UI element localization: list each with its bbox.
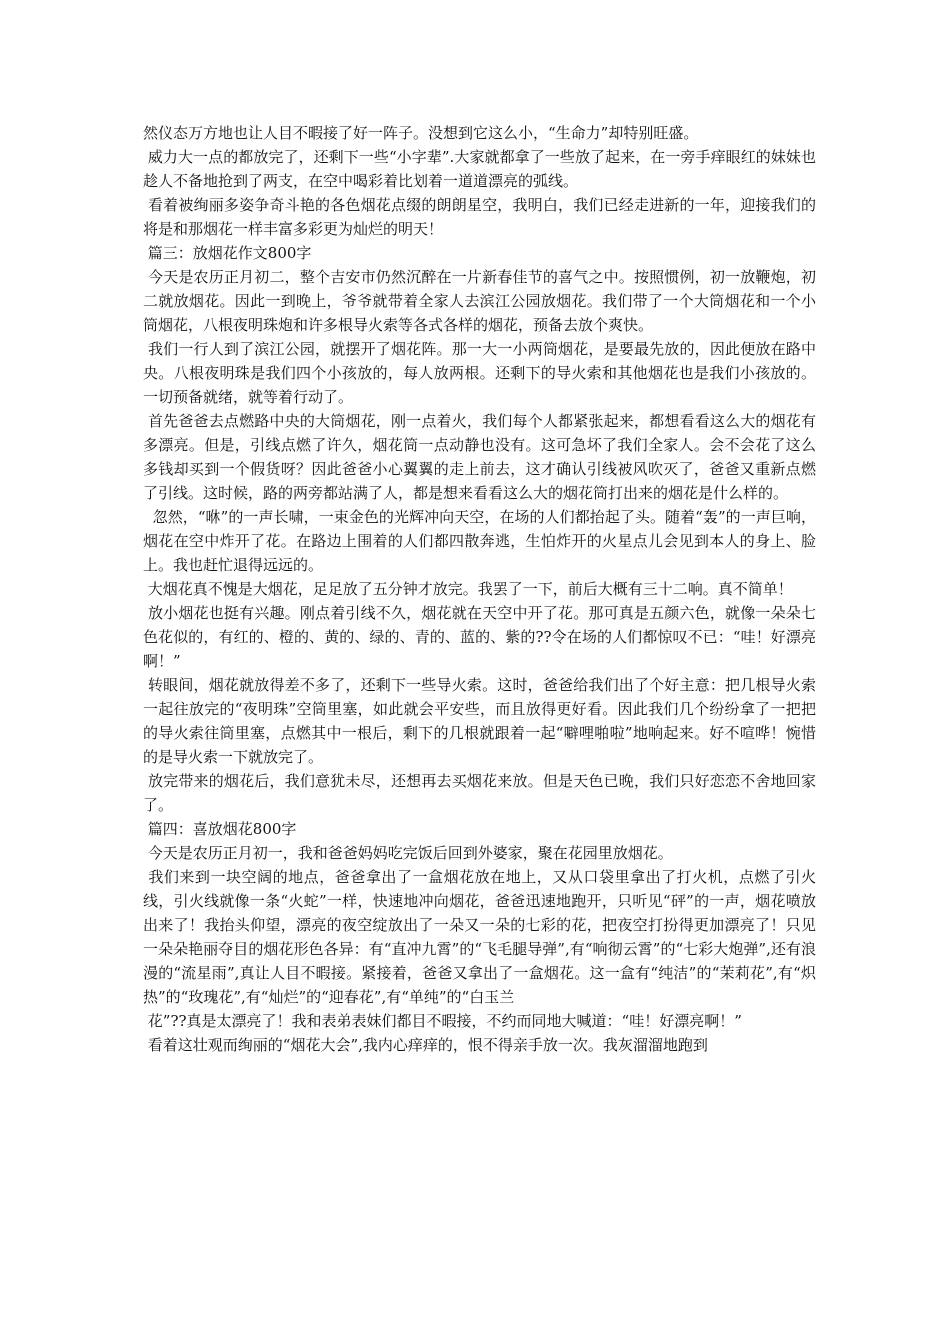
paragraph: 首先爸爸去点燃路中央的大筒烟花，刚一点着火，我们每个人都紧张起来，都想看看这么大的烟花有多漂亮。但是，引线点燃了许久，烟花筒一点动静也没有。这可急坏了我们全家人。会不会花了这么多钱却买到一个假货呀？因此爸爸小心翼翼的走上前去，这才确认引线被风吹灭了，爸爸又重新点燃了引线。这时候，路的两旁都站满了人，都是想来看看这么大的烟花筒打出来的烟花是什么样的。 [143, 412, 816, 502]
paragraph: 威力大一点的都放完了，还剩下一些“小字辈”.大家就都拿了一些放了起来，在一旁手痒眼红的妹妹也趁人不备地抢到了两支，在空中喝彩着比划着一道道漂亮的弧线。 [143, 148, 816, 190]
paragraph: 看着这壮观而绚丽的“烟花大会”,我内心痒痒的，恨不得亲手放一次。我灰溜溜地跑到 [143, 1036, 708, 1054]
paragraph: 我们一行人到了滨江公园，就摆开了烟花阵。那一大一小两筒烟花，是要最先放的，因此便放在路中央。八根夜明珠是我们四个小孩放的，每人放两根。还剩下的导火索和其他烟花也是我们小孩放的。一切预备就绪，就等着行动了。 [143, 340, 816, 406]
paragraph: 大烟花真不愧是大烟花，足足放了五分钟才放完。我罢了一下，前后大概有三十二响。真不简单！ [143, 580, 793, 598]
paragraph: 今天是农历正月初二，整个吉安市仍然沉醉在一片新春佳节的喜气之中。按照惯例，初一放鞭炮，初二就放烟花。因此一到晚上，爷爷就带着全家人去滨江公园放烟花。我们带了一个大筒烟花和一个小筒烟花，八根夜明珠炮和许多根导火索等各式各样的烟花，预备去放个爽快。 [143, 268, 816, 334]
paragraph: 放完带来的烟花后，我们意犹未尽，还想再去买烟花来放。但是天色已晚，我们只好恋恋不舍地回家了。 [143, 772, 816, 814]
paragraph: 今天是农历正月初一，我和爸爸妈妈吃完饭后回到外婆家，聚在花园里放烟花。 [143, 844, 673, 862]
section-heading: 篇四：喜放烟花800字 [143, 820, 297, 838]
paragraph: 忽然，“咻”的一声长啸，一束金色的光辉冲向天空，在场的人们都抬起了头。随着“轰”的一声巨响，烟花在空中炸开了花。在路边上围着的人们都四散奔逃，生怕炸开的火星点儿会见到本人的身上、脸上。我也赶忙退得远远的。 [143, 508, 816, 574]
section-heading: 篇三：放烟花作文800字 [143, 244, 312, 262]
paragraph: 转眼间，烟花就放得差不多了，还剩下一些导火索。这时，爸爸给我们出了个好主意：把几根导火索一起往放完的“夜明珠”空筒里塞，如此就会平安些，而且放得更好看。因此我们几个纷纷拿了一把把的导火索往筒里塞，点燃其中一根后，剩下的几根就跟着一起“噼哩啪啦”地响起来。好不喧哗！惋惜的是导火索一下就放完了。 [143, 676, 816, 766]
document-body [143, 121, 816, 1057]
paragraph: 然仪态万方地也让人目不暇接了好一阵子。没想到它这么小，“生命力”却特别旺盛。 [143, 124, 699, 142]
paragraph: 我们来到一块空阔的地点，爸爸拿出了一盒烟花放在地上，又从口袋里拿出了打火机，点燃了引火线，引火线就像一条“火蛇”一样，快速地冲向烟花，爸爸迅速地跑开，只听见“砰”的一声，烟花喷放出来了！我抬头仰望，漂亮的夜空绽放出了一朵又一朵的七彩的花，把夜空打扮得更加漂亮了！只见一朵朵艳丽夺目的烟花形色各异：有“直冲九霄”的“飞毛腿导弹”,有“响彻云霄”的“七彩大炮弹”,还有浪漫的“流星雨”,真让人目不暇接。紧接着，爸爸又拿出了一盒烟花。这一盒有“纯洁”的“茉莉花”,有“炽热”的“玫瑰花”,有“灿烂”的“迎春花”,有“单纯”的“白玉兰 [143, 868, 816, 1006]
paragraph: 看着被绚丽多姿争奇斗艳的各色烟花点缀的朗朗星空，我明白，我们已经走进新的一年，迎接我们的将是和那烟花一样丰富多彩更为灿烂的明天！ [143, 196, 816, 238]
paragraph: 放小烟花也挺有兴趣。刚点着引线不久，烟花就在天空中开了花。那可真是五颜六色，就像一朵朵七色花似的，有红的、橙的、黄的、绿的、青的、蓝的、紫的??令在场的人们都惊叹不已：“哇！好漂亮啊！” [143, 604, 816, 670]
paragraph: 花”??真是太漂亮了！我和表弟表妹们都目不暇接，不约而同地大喊道：“哇！好漂亮啊！” [143, 1012, 742, 1030]
